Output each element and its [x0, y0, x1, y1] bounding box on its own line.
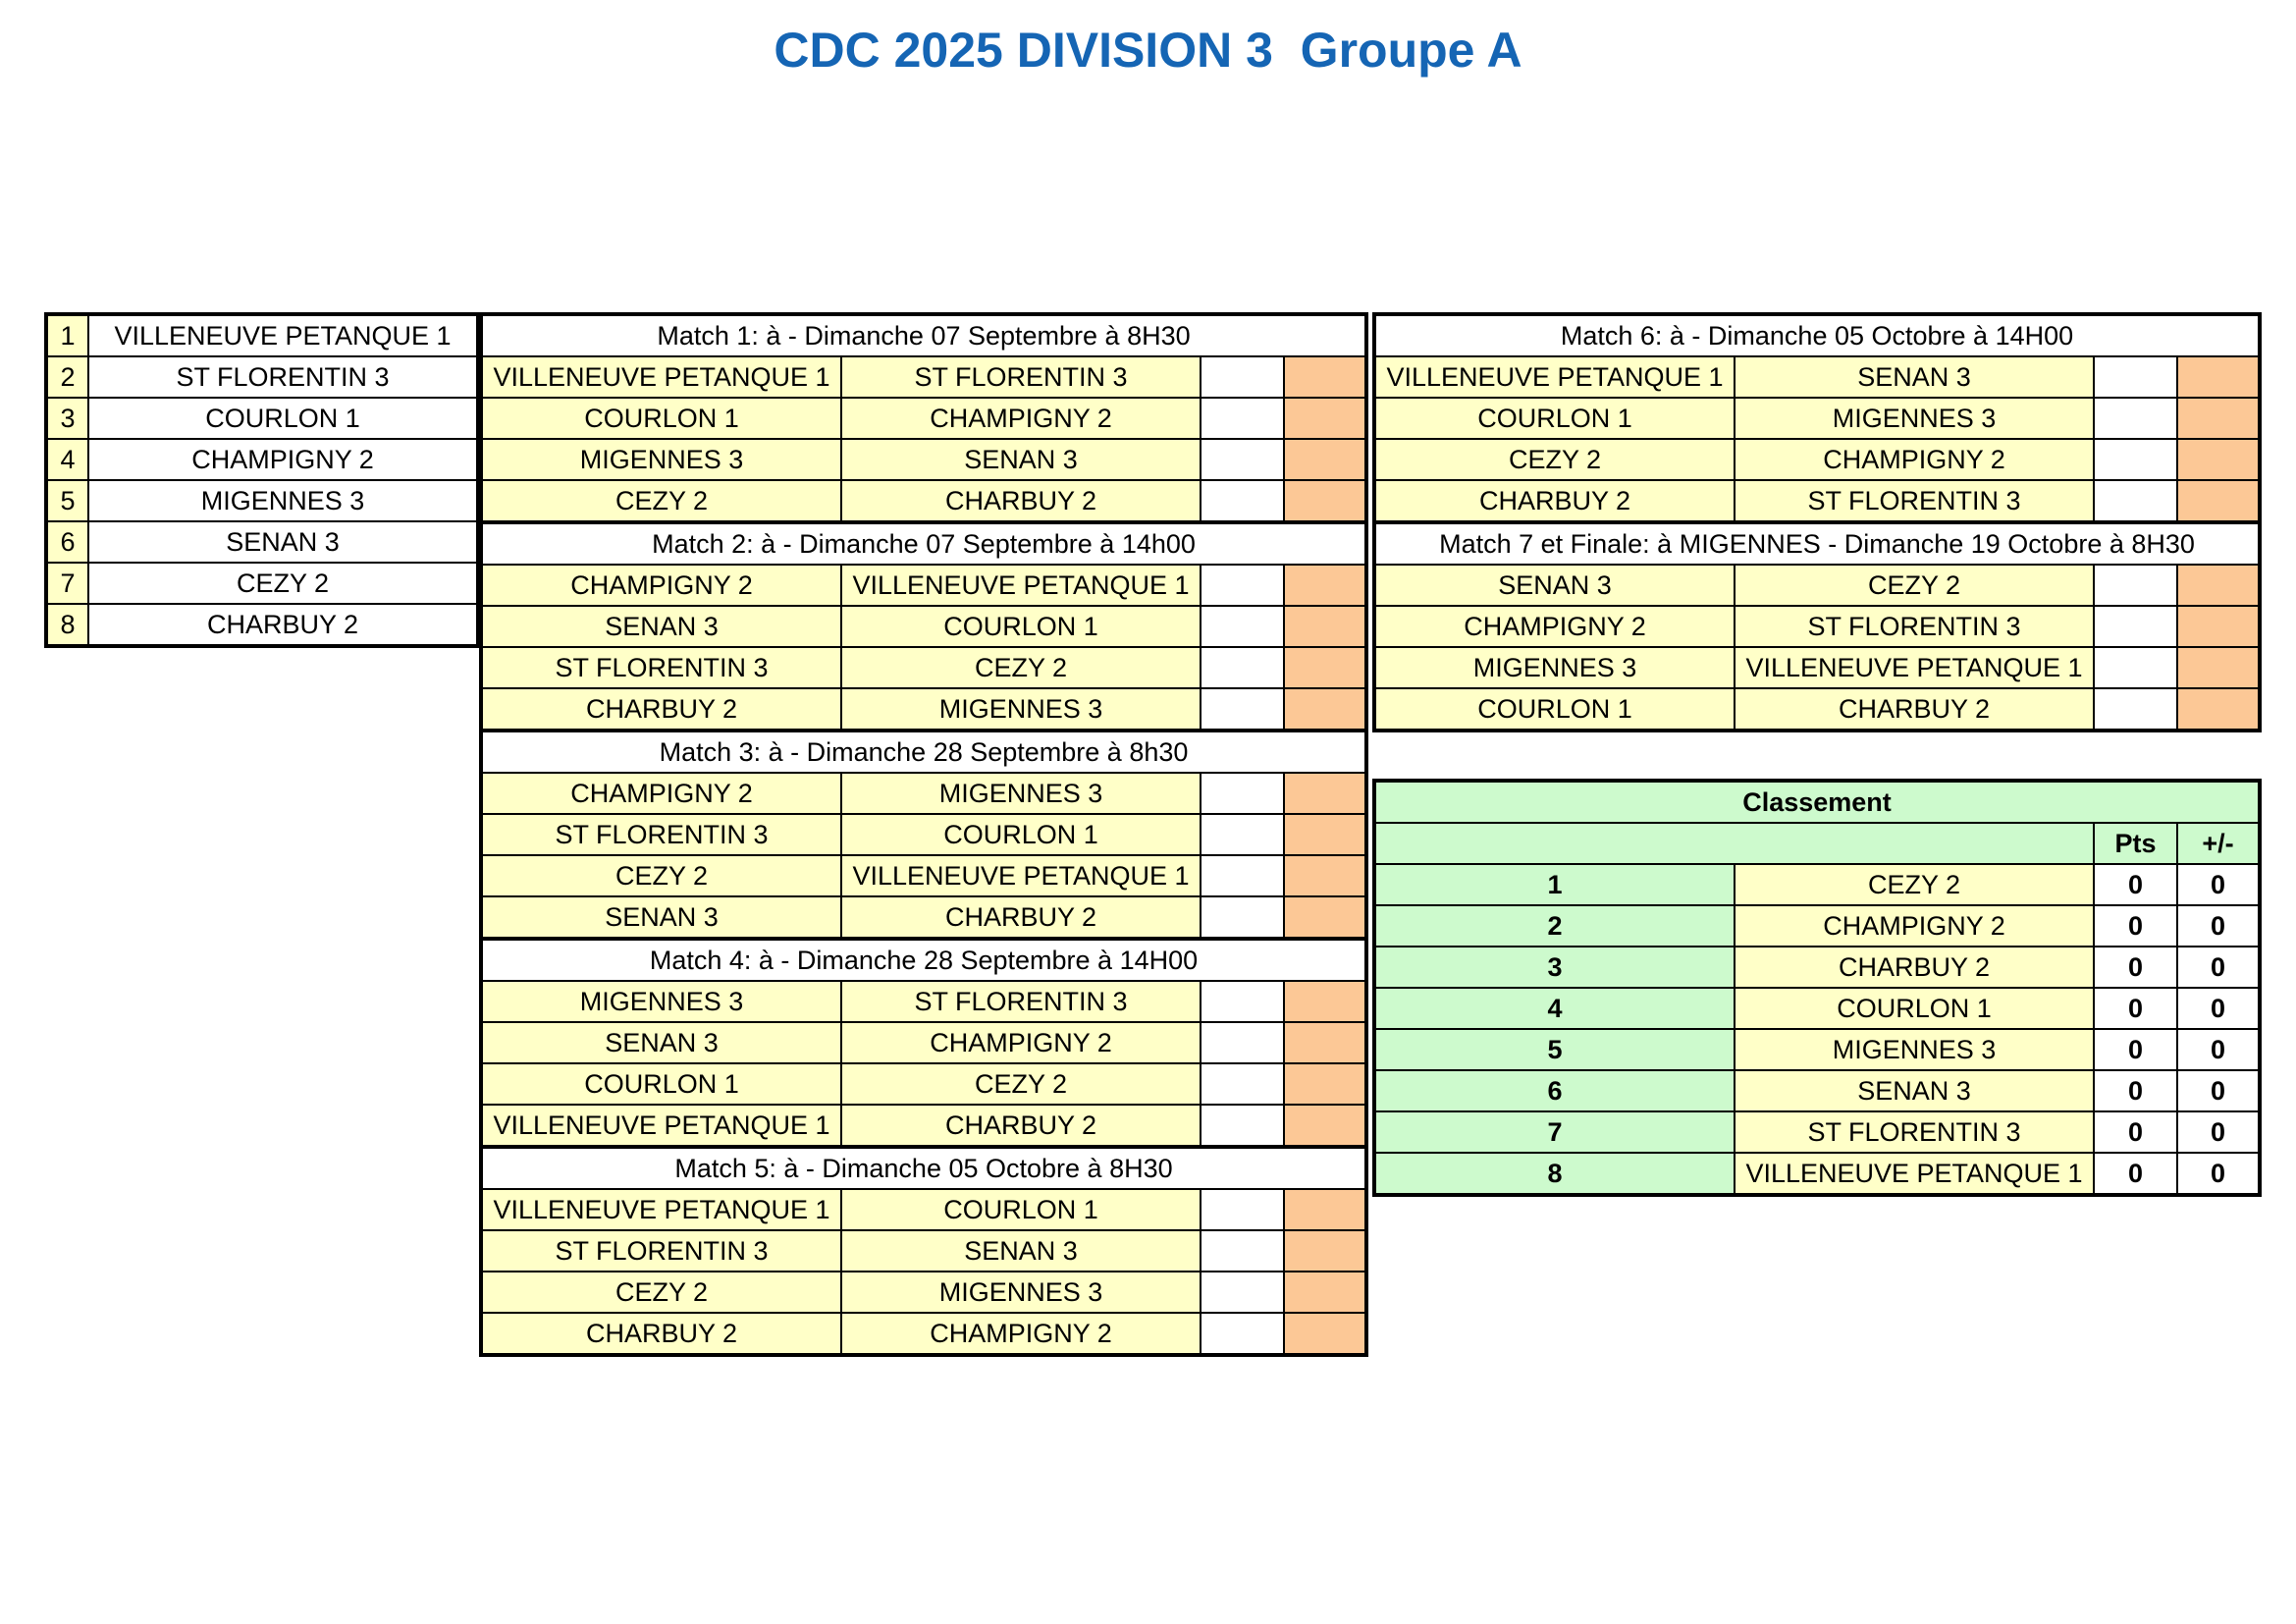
away-team: MIGENNES 3	[841, 773, 1201, 814]
bonus-cell[interactable]	[1284, 1063, 1366, 1105]
bonus-cell[interactable]	[1284, 398, 1366, 439]
bonus-cell[interactable]	[1284, 1022, 1366, 1063]
home-team: CHAMPIGNY 2	[481, 773, 841, 814]
classement-team: CEZY 2	[1735, 864, 2094, 905]
team-name: SENAN 3	[88, 521, 478, 563]
team-name: ST FLORENTIN 3	[88, 356, 478, 398]
home-team: MIGENNES 3	[1374, 647, 1735, 688]
match-header-row	[481, 731, 1366, 773]
score-cell[interactable]	[1201, 565, 1284, 606]
game-row	[481, 773, 1366, 814]
diff-cell: 0	[2177, 988, 2260, 1029]
rank-cell: 7	[1374, 1111, 1735, 1153]
score-cell[interactable]	[1201, 606, 1284, 647]
match-header-row	[481, 522, 1366, 565]
score-cell[interactable]	[1201, 1230, 1284, 1272]
pts-cell: 0	[2094, 905, 2177, 947]
bonus-cell[interactable]	[1284, 981, 1366, 1022]
home-team: SENAN 3	[481, 606, 841, 647]
diff-cell: 0	[2177, 1070, 2260, 1111]
score-cell[interactable]	[2094, 565, 2177, 606]
away-team: MIGENNES 3	[841, 688, 1201, 731]
classement-row	[1374, 988, 2260, 1029]
score-cell[interactable]	[1201, 1313, 1284, 1355]
away-team: COURLON 1	[841, 1189, 1201, 1230]
score-cell[interactable]	[1201, 480, 1284, 522]
team-number: 3	[46, 398, 88, 439]
classement-header-spacer	[1374, 823, 2094, 864]
rank-cell: 1	[1374, 864, 1735, 905]
game-row	[481, 1230, 1366, 1272]
home-team: CHAMPIGNY 2	[1374, 606, 1735, 647]
classement-table	[1372, 779, 2262, 1197]
away-team: CHARBUY 2	[841, 896, 1201, 939]
home-team: VILLENEUVE PETANQUE 1	[481, 1189, 841, 1230]
bonus-cell[interactable]	[2177, 647, 2260, 688]
away-team: COURLON 1	[841, 814, 1201, 855]
home-team: COURLON 1	[1374, 688, 1735, 731]
home-team: COURLON 1	[481, 398, 841, 439]
bonus-cell[interactable]	[1284, 688, 1366, 731]
game-row	[1374, 647, 2260, 688]
bonus-cell[interactable]	[1284, 1189, 1366, 1230]
bonus-cell[interactable]	[1284, 896, 1366, 939]
bonus-cell[interactable]	[2177, 688, 2260, 731]
home-team: MIGENNES 3	[481, 981, 841, 1022]
pts-cell: 0	[2094, 1070, 2177, 1111]
team-row	[46, 314, 478, 356]
bonus-cell[interactable]	[2177, 565, 2260, 606]
game-row	[1374, 398, 2260, 439]
bonus-cell[interactable]	[1284, 773, 1366, 814]
game-row	[481, 855, 1366, 896]
game-row	[1374, 356, 2260, 398]
away-team: VILLENEUVE PETANQUE 1	[841, 565, 1201, 606]
game-row	[481, 688, 1366, 731]
diff-cell: 0	[2177, 1029, 2260, 1070]
classement-row	[1374, 1153, 2260, 1195]
score-cell[interactable]	[2094, 647, 2177, 688]
pts-cell: 0	[2094, 1029, 2177, 1070]
classement-row	[1374, 1111, 2260, 1153]
page-title: CDC 2025 DIVISION 3 Groupe A	[774, 23, 1522, 78]
match-header: Match 3: à - Dimanche 28 Septembre à 8h30	[481, 731, 1366, 773]
match-header-row	[481, 1147, 1366, 1189]
score-cell[interactable]	[2094, 606, 2177, 647]
score-cell[interactable]	[2094, 439, 2177, 480]
game-row	[1374, 439, 2260, 480]
team-name: COURLON 1	[88, 398, 478, 439]
team-number: 5	[46, 480, 88, 521]
bonus-cell[interactable]	[2177, 439, 2260, 480]
matches-table-right	[1372, 312, 2262, 732]
match-header: Match 7 et Finale: à MIGENNES - Dimanche 19 Octobre à 8H30	[1374, 522, 2260, 565]
score-cell[interactable]	[1201, 1189, 1284, 1230]
classement-team: SENAN 3	[1735, 1070, 2094, 1111]
away-team: CHAMPIGNY 2	[841, 1022, 1201, 1063]
score-cell[interactable]	[2094, 356, 2177, 398]
bonus-cell[interactable]	[1284, 439, 1366, 480]
home-team: ST FLORENTIN 3	[481, 814, 841, 855]
teams-table	[44, 312, 480, 648]
score-cell[interactable]	[1201, 1105, 1284, 1147]
classement-team: COURLON 1	[1735, 988, 2094, 1029]
home-team: CHARBUY 2	[1374, 480, 1735, 522]
score-cell[interactable]	[1201, 688, 1284, 731]
away-team: ST FLORENTIN 3	[1735, 480, 2094, 522]
rank-cell: 8	[1374, 1153, 1735, 1195]
away-team: VILLENEUVE PETANQUE 1	[1735, 647, 2094, 688]
game-row	[481, 565, 1366, 606]
classement-row	[1374, 1070, 2260, 1111]
pts-cell: 0	[2094, 1153, 2177, 1195]
home-team: SENAN 3	[1374, 565, 1735, 606]
score-cell[interactable]	[1201, 773, 1284, 814]
bonus-cell[interactable]	[1284, 814, 1366, 855]
score-cell[interactable]	[1201, 439, 1284, 480]
team-name: MIGENNES 3	[88, 480, 478, 521]
score-cell[interactable]	[1201, 1063, 1284, 1105]
game-row	[481, 606, 1366, 647]
bonus-cell[interactable]	[1284, 480, 1366, 522]
diff-cell: 0	[2177, 947, 2260, 988]
score-cell[interactable]	[1201, 1022, 1284, 1063]
bonus-cell[interactable]	[1284, 647, 1366, 688]
away-team: SENAN 3	[1735, 356, 2094, 398]
game-row	[481, 1105, 1366, 1147]
rank-cell: 4	[1374, 988, 1735, 1029]
away-team: ST FLORENTIN 3	[841, 981, 1201, 1022]
team-number: 6	[46, 521, 88, 563]
team-number: 7	[46, 563, 88, 604]
home-team: ST FLORENTIN 3	[481, 1230, 841, 1272]
rank-cell: 2	[1374, 905, 1735, 947]
home-team: MIGENNES 3	[481, 439, 841, 480]
score-cell[interactable]	[1201, 356, 1284, 398]
game-row	[481, 398, 1366, 439]
classement-header-row	[1374, 823, 2260, 864]
home-team: CEZY 2	[481, 855, 841, 896]
away-team: CHAMPIGNY 2	[841, 1313, 1201, 1355]
classement-row	[1374, 864, 2260, 905]
team-row	[46, 563, 478, 604]
game-row	[481, 814, 1366, 855]
home-team: CEZY 2	[481, 480, 841, 522]
team-row	[46, 521, 478, 563]
score-cell[interactable]	[2094, 398, 2177, 439]
pts-header: Pts	[2094, 823, 2177, 864]
score-cell[interactable]	[1201, 814, 1284, 855]
bonus-cell[interactable]	[1284, 606, 1366, 647]
away-team: CEZY 2	[841, 647, 1201, 688]
away-team: SENAN 3	[841, 439, 1201, 480]
classement-team: ST FLORENTIN 3	[1735, 1111, 2094, 1153]
home-team: CHAMPIGNY 2	[481, 565, 841, 606]
pts-cell: 0	[2094, 864, 2177, 905]
game-row	[481, 1272, 1366, 1313]
game-row	[481, 1063, 1366, 1105]
team-number: 8	[46, 604, 88, 646]
diff-cell: 0	[2177, 905, 2260, 947]
game-row	[1374, 565, 2260, 606]
team-name: CHAMPIGNY 2	[88, 439, 478, 480]
match-header: Match 5: à - Dimanche 05 Octobre à 8H30	[481, 1147, 1366, 1189]
home-team: VILLENEUVE PETANQUE 1	[481, 1105, 841, 1147]
pts-cell: 0	[2094, 988, 2177, 1029]
away-team: CHARBUY 2	[1735, 688, 2094, 731]
game-row	[481, 356, 1366, 398]
diff-cell: 0	[2177, 864, 2260, 905]
score-cell[interactable]	[2094, 480, 2177, 522]
team-row	[46, 398, 478, 439]
bonus-cell[interactable]	[1284, 1313, 1366, 1355]
home-team: COURLON 1	[1374, 398, 1735, 439]
away-team: SENAN 3	[841, 1230, 1201, 1272]
away-team: CHAMPIGNY 2	[841, 398, 1201, 439]
classement-team: VILLENEUVE PETANQUE 1	[1735, 1153, 2094, 1195]
home-team: VILLENEUVE PETANQUE 1	[1374, 356, 1735, 398]
score-cell[interactable]	[1201, 1272, 1284, 1313]
pts-cell: 0	[2094, 1111, 2177, 1153]
home-team: COURLON 1	[481, 1063, 841, 1105]
game-row	[481, 480, 1366, 522]
diff-cell: 0	[2177, 1111, 2260, 1153]
match-header-row	[1374, 314, 2260, 356]
bonus-cell[interactable]	[1284, 1272, 1366, 1313]
home-team: CHARBUY 2	[481, 688, 841, 731]
bonus-cell[interactable]	[2177, 480, 2260, 522]
match-header: Match 2: à - Dimanche 07 Septembre à 14h00	[481, 522, 1366, 565]
game-row	[1374, 688, 2260, 731]
game-row	[481, 896, 1366, 939]
away-team: VILLENEUVE PETANQUE 1	[841, 855, 1201, 896]
classement-team: CHAMPIGNY 2	[1735, 905, 2094, 947]
bonus-cell[interactable]	[2177, 606, 2260, 647]
pts-cell: 0	[2094, 947, 2177, 988]
classement-title-row	[1374, 781, 2260, 823]
away-team: MIGENNES 3	[1735, 398, 2094, 439]
game-row	[481, 1313, 1366, 1355]
home-team: CEZY 2	[1374, 439, 1735, 480]
match-header-row	[481, 314, 1366, 356]
score-cell[interactable]	[2094, 688, 2177, 731]
home-team: VILLENEUVE PETANQUE 1	[481, 356, 841, 398]
away-team: ST FLORENTIN 3	[841, 356, 1201, 398]
bonus-cell[interactable]	[1284, 356, 1366, 398]
match-header-row	[481, 939, 1366, 981]
game-row	[481, 1189, 1366, 1230]
home-team: ST FLORENTIN 3	[481, 647, 841, 688]
match-header-row	[1374, 522, 2260, 565]
classement-team: CHARBUY 2	[1735, 947, 2094, 988]
bonus-cell[interactable]	[2177, 398, 2260, 439]
matches-table-left	[479, 312, 1368, 1357]
game-row	[481, 647, 1366, 688]
away-team: CHARBUY 2	[841, 1105, 1201, 1147]
team-row	[46, 439, 478, 480]
match-header: Match 6: à - Dimanche 05 Octobre à 14H00	[1374, 314, 2260, 356]
score-cell[interactable]	[1201, 398, 1284, 439]
bonus-cell[interactable]	[2177, 356, 2260, 398]
team-number: 2	[46, 356, 88, 398]
home-team: SENAN 3	[481, 896, 841, 939]
rank-cell: 6	[1374, 1070, 1735, 1111]
game-row	[1374, 480, 2260, 522]
team-number: 4	[46, 439, 88, 480]
diff-header: +/-	[2177, 823, 2260, 864]
team-row	[46, 356, 478, 398]
away-team: CHARBUY 2	[841, 480, 1201, 522]
away-team: CHAMPIGNY 2	[1735, 439, 2094, 480]
game-row	[481, 981, 1366, 1022]
team-number: 1	[46, 314, 88, 356]
team-name: CEZY 2	[88, 563, 478, 604]
game-row	[1374, 606, 2260, 647]
home-team: CEZY 2	[481, 1272, 841, 1313]
team-row	[46, 604, 478, 646]
classement-row	[1374, 1029, 2260, 1070]
classement-team: MIGENNES 3	[1735, 1029, 2094, 1070]
bonus-cell[interactable]	[1284, 1105, 1366, 1147]
match-header: Match 4: à - Dimanche 28 Septembre à 14H00	[481, 939, 1366, 981]
rank-cell: 3	[1374, 947, 1735, 988]
rank-cell: 5	[1374, 1029, 1735, 1070]
team-row	[46, 480, 478, 521]
away-team: COURLON 1	[841, 606, 1201, 647]
away-team: MIGENNES 3	[841, 1272, 1201, 1313]
bonus-cell[interactable]	[1284, 855, 1366, 896]
classement-row	[1374, 905, 2260, 947]
score-cell[interactable]	[1201, 855, 1284, 896]
team-name: CHARBUY 2	[88, 604, 478, 646]
home-team: SENAN 3	[481, 1022, 841, 1063]
classement-title: Classement	[1374, 781, 2260, 823]
score-cell[interactable]	[1201, 896, 1284, 939]
score-cell[interactable]	[1201, 981, 1284, 1022]
away-team: CEZY 2	[841, 1063, 1201, 1105]
home-team: CHARBUY 2	[481, 1313, 841, 1355]
away-team: CEZY 2	[1735, 565, 2094, 606]
bonus-cell[interactable]	[1284, 1230, 1366, 1272]
match-header: Match 1: à - Dimanche 07 Septembre à 8H30	[481, 314, 1366, 356]
classement-row	[1374, 947, 2260, 988]
game-row	[481, 439, 1366, 480]
away-team: ST FLORENTIN 3	[1735, 606, 2094, 647]
team-name: VILLENEUVE PETANQUE 1	[88, 314, 478, 356]
game-row	[481, 1022, 1366, 1063]
diff-cell: 0	[2177, 1153, 2260, 1195]
bonus-cell[interactable]	[1284, 565, 1366, 606]
score-cell[interactable]	[1201, 647, 1284, 688]
